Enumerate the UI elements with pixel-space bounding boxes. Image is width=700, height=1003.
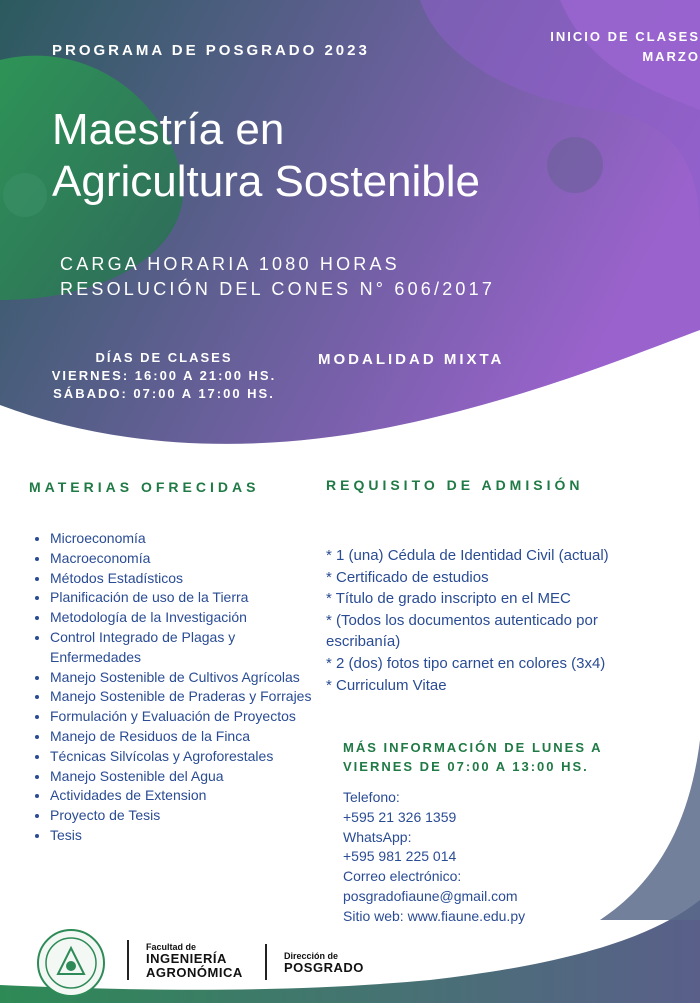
faculty-line-1: INGENIERÍA	[146, 951, 227, 966]
website[interactable]: Sitio web: www.fiaune.edu.py	[343, 907, 526, 924]
subject-item: • Manejo Sostenible de Praderas y Forrajes	[50, 687, 320, 707]
email-label: Correo electrónico:	[343, 868, 462, 885]
contact-block	[343, 788, 525, 927]
title-line-2: Agricultura Sostenible	[52, 157, 481, 206]
footer-divider-1	[127, 940, 129, 980]
hours-text: CARGA HORARIA 1080 HORAS	[60, 254, 400, 274]
start-month: MARZO	[642, 49, 700, 64]
university-seal-icon	[36, 928, 106, 998]
info-line-2: VIERNES DE 07:00 A 13:00 HS.	[343, 759, 589, 774]
subject-item: • Actividades de Extension	[50, 786, 320, 806]
hours-info	[60, 252, 495, 302]
subject-item: • Manejo de Residuos de la Finca	[50, 727, 320, 747]
direction-small: Dirección de	[284, 951, 339, 961]
title-line-1: Maestría en	[52, 105, 285, 154]
direction-big: POSGRADO	[284, 960, 364, 975]
requirement-item: * 2 (dos) fotos tipo carnet en colores (3x4)	[326, 654, 606, 672]
requirement-item: * 1 (una) Cédula de Identidad Civil (actual)	[326, 547, 609, 564]
requirements-heading: REQUISITO DE ADMISIÓN	[326, 477, 584, 493]
requirement-item: * Curriculum Vitae	[326, 676, 447, 694]
subject-item: • Metodología de la Investigación	[50, 608, 320, 628]
subject-item: • Formulación y Evaluación de Proyectos	[50, 707, 320, 727]
days-title: DÍAS DE CLASES	[95, 350, 233, 365]
requirement-item: * Título de grado inscripto en el MEC	[326, 590, 571, 608]
start-label: INICIO DE CLASES	[550, 29, 700, 44]
subjects-heading: MATERIAS OFRECIDAS	[29, 479, 260, 495]
whatsapp-label: WhatsApp:	[343, 828, 412, 845]
faculty-logo-text	[146, 942, 243, 980]
requirement-item: * Certificado de estudios	[326, 568, 489, 586]
phone-number: +595 21 326 1359	[343, 808, 457, 825]
program-title: PROGRAMA DE POSGRADO 2023	[52, 42, 370, 59]
resolution-text: RESOLUCIÓN DEL CONES N° 606/2017	[60, 279, 496, 299]
footer-divider-2	[265, 944, 267, 980]
class-days	[28, 349, 300, 403]
subject-item: • Métodos Estadísticos	[50, 569, 320, 589]
email-address[interactable]: posgradofiaune@gmail.com	[343, 887, 518, 904]
subject-item: • Microeconomía	[50, 529, 320, 549]
subject-item: • Tesis	[50, 826, 320, 846]
modality: MODALIDAD MIXTA	[318, 351, 505, 368]
info-hours	[343, 738, 603, 776]
whatsapp-number: +595 981 225 014	[343, 848, 457, 865]
days-saturday: SÁBADO: 07:00 A 17:00 HS.	[53, 386, 275, 401]
start-date	[520, 27, 700, 67]
direction-logo-text	[284, 951, 364, 975]
subject-item: • Planificación de uso de la Tierra	[50, 588, 320, 608]
faculty-small: Facultad de	[146, 942, 197, 952]
info-line-1: MÁS INFORMACIÓN DE LUNES A	[343, 740, 603, 755]
subject-item: • Proyecto de Tesis	[50, 806, 320, 826]
subjects-list	[30, 529, 320, 846]
phone-label: Telefono:	[343, 789, 400, 805]
faculty-line-2: AGRONÓMICA	[146, 965, 243, 980]
requirements-list	[326, 545, 656, 696]
days-friday: VIERNES: 16:00 A 21:00 HS.	[51, 368, 277, 383]
subject-item: • Control Integrado de Plagas y Enfermedades	[50, 628, 320, 668]
requirement-item: * (Todos los documentos autenticado por escribanía)	[326, 611, 598, 651]
subject-item: • Manejo Sostenible de Cultivos Agrícolas	[50, 668, 320, 688]
subject-item: • Técnicas Silvícolas y Agroforestales	[50, 747, 320, 767]
subject-item: • Manejo Sostenible del Agua	[50, 767, 320, 787]
page-title	[52, 104, 480, 208]
subject-item: • Macroeconomía	[50, 549, 320, 569]
